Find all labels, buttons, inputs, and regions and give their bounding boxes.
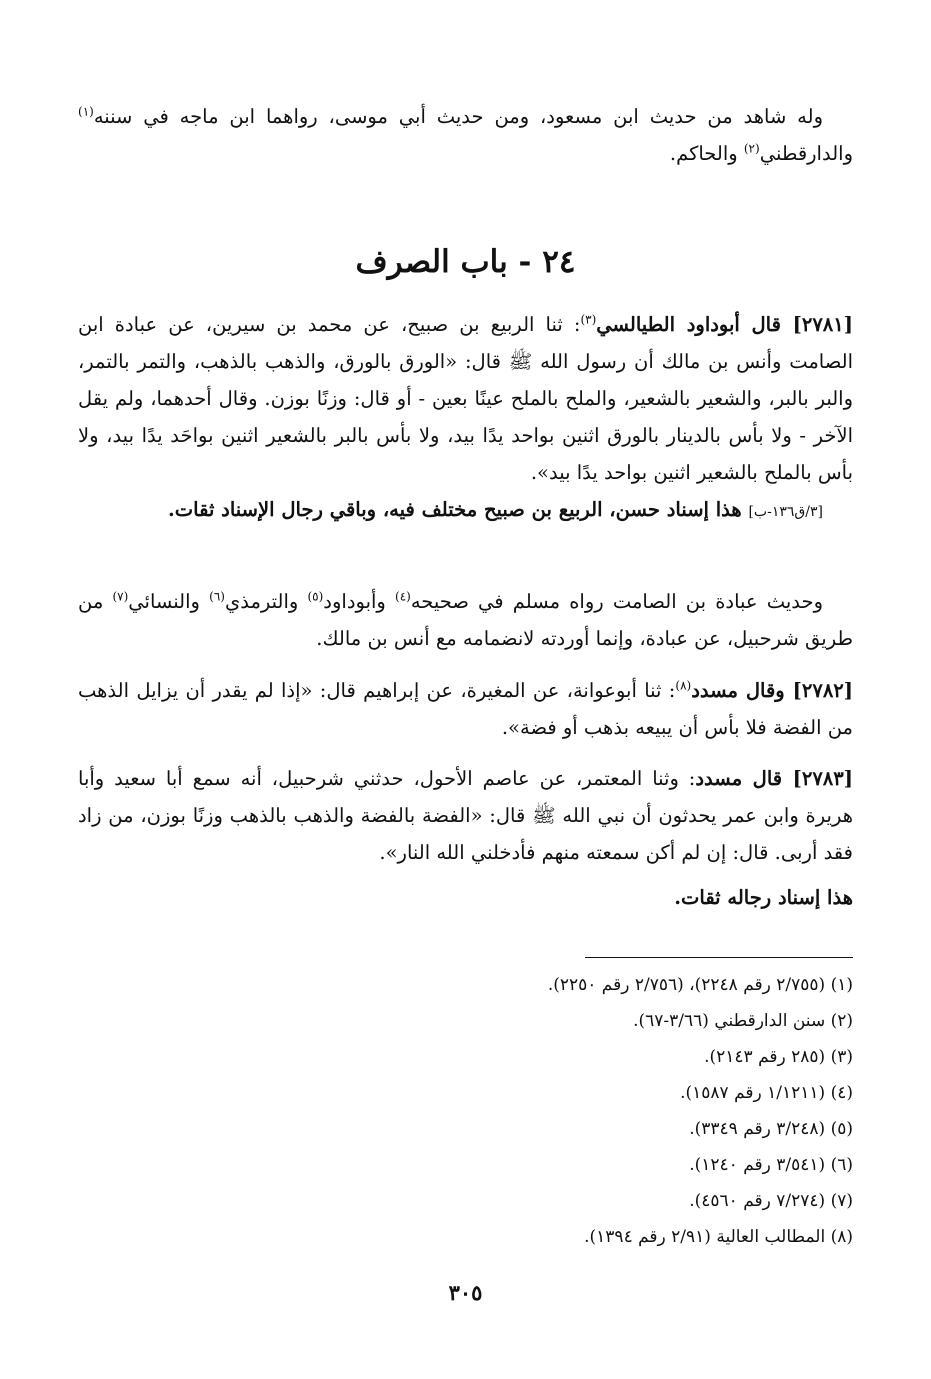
hadith-number: [٢٧٨٢] [792, 679, 854, 702]
hadith-body: : وثنا المعتمر، عن عاصم الأحول، حدثني شرحبيل، أنه سمع أبا سعيد وأبا هريرة وابن عمر يحدثون أن نبي الله ﷺ قال: «الفضة بالفضة والذهب بالذهب وزنًا بوزن، من زاد فقد أربى. قال: إن لم أكن سمعته منهم فأدخلني الله النار». [78, 767, 853, 864]
footnote-marker: (١) [78, 104, 94, 119]
footnote-marker: (٨) [675, 678, 692, 693]
takhrij-text: والترمذي [224, 590, 308, 613]
footnote-marker: (٦) [209, 589, 225, 604]
takhrij-paragraph [78, 583, 853, 657]
hadith-body: : ثنا أبوعوانة، عن المغيرة، عن إبراهيم قال: «إذا لم يقدر أن يزايل الذهب من الفضة فلا بأس أن يبيعه بذهب أو فضة». [78, 679, 853, 739]
page-number: ٣٠٥ [448, 1280, 483, 1305]
hadith-2781-grade [78, 491, 853, 531]
footnote-item: (٢) سنن الدارقطني (٣/٦٦-٦٧). [633, 1011, 853, 1031]
footnote-item: (١) (٢/٧٥٥ رقم ٢٢٤٨)، (٢/٧٥٦ رقم ٢٢٥٠). [547, 975, 853, 995]
hadith-number: [٢٧٨٣] [792, 767, 853, 790]
intro-text: والدارقطني [759, 142, 853, 165]
intro-text: والحاكم. [669, 142, 744, 165]
takhrij-text: وأبوداود [323, 590, 395, 613]
hadith-2781 [78, 306, 853, 531]
manuscript-reference: [٣/ق١٣٦-ب] [748, 504, 823, 520]
hadith-narrator: قال أبوداود الطيالسي [596, 313, 793, 336]
hadith-2781-text [78, 306, 853, 491]
hadith-2783 [78, 760, 853, 916]
chapter-title: ٢٤ - باب الصرف [355, 244, 576, 280]
footnote-divider [585, 957, 853, 958]
takhrij-text: وحديث عبادة بن الصامت رواه مسلم في صحيحه [410, 590, 823, 613]
footnote-item: (٥) (٣/٢٤٨ رقم ٣٣٤٩). [689, 1119, 853, 1139]
footnote-item: (٣) (٢٨٥ رقم ٢١٤٣). [704, 1047, 853, 1067]
footnote-marker: (٤) [395, 589, 411, 604]
intro-paragraph [78, 98, 853, 172]
hadith-body: : ثنا الربيع بن صبيح، عن محمد بن سيرين، عن عبادة ابن الصامت وأنس بن مالك أن رسول الله ﷺ قال: «الورق بالورق، والذهب بالذهب، والتمر بالتمر، والبر بالبر، والشعير بالشعير، والملح بالملح عينًا بعين - أو قال: وزنًا بوزن. وقال أحدهما، ولم يقل الآخر - ولا بأس بالدينار بالورق اثنين بواحد يدًا بيد، ولا بأس بالبر بالشعير اثنين بواحَد يدًا بيد، ولا بأس بالملح بالشعير اثنين بواحد يدًا بيد». [78, 313, 853, 484]
footnote-item: (٦) (٣/٥٤١ رقم ١٢٤٠). [689, 1155, 853, 1175]
footnote-marker: (٧) [112, 589, 129, 604]
footnote-item: (٧) (٧/٢٧٤ رقم ٤٥٦٠). [689, 1191, 853, 1211]
hadith-2782 [78, 672, 853, 746]
intro-text: وله شاهد من حديث ابن مسعود، ومن حديث أبي موسى، رواهما ابن ماجه في سننه [93, 105, 823, 128]
footnote-marker: (٣) [580, 312, 597, 327]
footnote-item: (٤) (١/١٢١١ رقم ١٥٨٧). [680, 1083, 853, 1103]
hadith-number: [٢٧٨١] [792, 313, 853, 336]
footnote-item: (٨) المطالب العالية (٢/٩١ رقم ١٣٩٤). [584, 1227, 853, 1247]
hadith-narrator: وقال مسدد [691, 679, 793, 702]
hadith-narrator: قال مسدد [695, 767, 793, 790]
hadith-2783-text [78, 760, 853, 871]
footnotes-list [78, 967, 853, 1255]
footnote-marker: (٢) [743, 141, 760, 156]
isnad-grade: هذا إسناد حسن، الربيع بن صبيح مختلف فيه، وباقي رجال الإسناد ثقات. [168, 498, 749, 521]
takhrij-text: والنسائي [128, 590, 210, 613]
takhrij-text: من طريق شرحبيل، عن عبادة، وإنما أوردته لانضمامه مع أنس بن مالك. [78, 590, 853, 650]
footnote-marker: (٥) [307, 589, 324, 604]
hadith-2783-grade: هذا إسناد رجاله ثقات. [674, 886, 853, 909]
